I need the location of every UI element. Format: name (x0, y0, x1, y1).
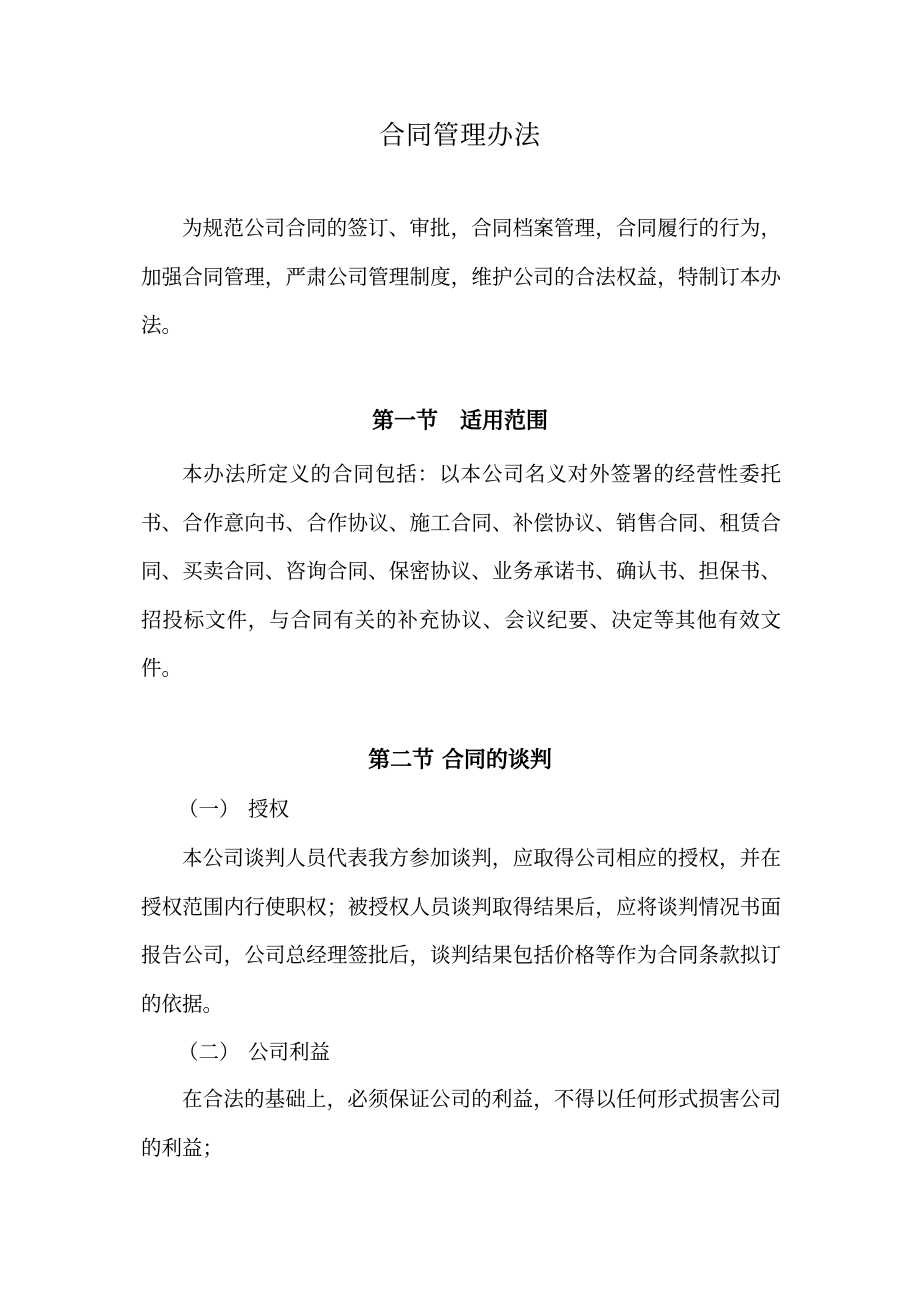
subsection-2-number: （二） (178, 1040, 240, 1064)
subsection-2-title: 公司利益 (248, 1040, 330, 1064)
subsection-2-heading (178, 1034, 778, 1070)
section-1-heading: 第一节 适用范围 (371, 409, 548, 434)
subsection-1-paragraph: 本公司谈判人员代表我方参加谈判，应取得公司相应的授权，并在授权范围内行使职权；被授权人员谈判取得结果后，应将谈判情况书面报告公司，公司总经理签批后，谈判结果包括价格等作为合同条款拟订的依据。 (141, 846, 781, 1016)
section-2-heading: 第二节 合同的谈判 (368, 748, 552, 773)
subsection-1-heading (178, 791, 778, 827)
subsection-1-number: （一） (178, 797, 240, 821)
intro-paragraph: 为规范公司合同的签订、审批，合同档案管理，合同履行的行为，加强合同管理，严肃公司管理制度，维护公司的合法权益，特制订本办法。 (141, 216, 781, 337)
subsection-1-title: 授权 (248, 797, 289, 821)
section-1-paragraph: 本办法所定义的合同包括：以本公司名义对外签署的经营性委托书、合作意向书、合作协议、施工合同、补偿协议、销售合同、租赁合同、买卖合同、咨询合同、保密协议、业务承诺书、确认书、担保书、招投标文件，与合同有关的补充协议、会议纪要、决定等其他有效文件。 (141, 462, 781, 680)
subsection-2-paragraph: 在合法的基础上，必须保证公司的利益，不得以任何形式损害公司的利益； (141, 1087, 781, 1160)
document-title: 合同管理办法 (378, 121, 541, 151)
